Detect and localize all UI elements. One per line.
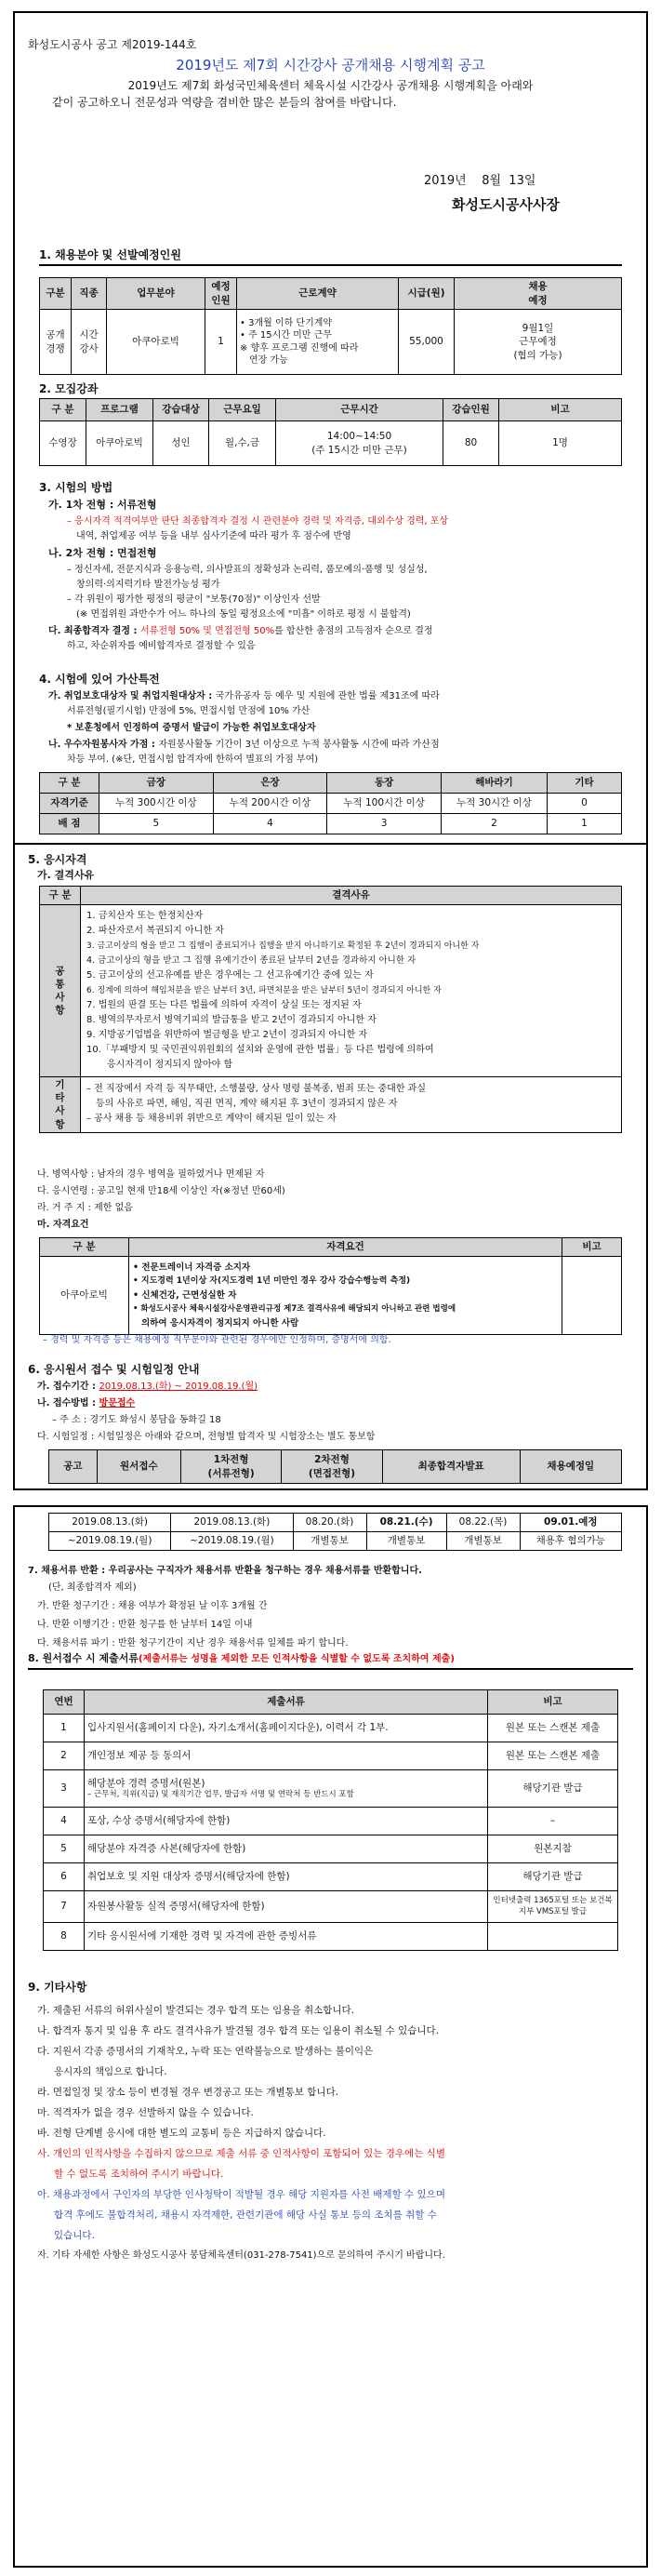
th: 채용예정일	[520, 1450, 621, 1484]
doc-line: 해당분야 경력 증명서(원본)	[87, 1777, 205, 1789]
section-5-title: 5. 응시자격	[28, 853, 87, 866]
s9-item: 응시자의 책임으로 합니다.	[54, 2066, 167, 2077]
td: 원본 또는 스캔본 제출	[488, 1715, 618, 1742]
s3-text: 다. 최종합격자 결정 :	[48, 626, 141, 636]
section-4-title: 4. 시험에 있어 가산특전	[39, 673, 160, 686]
th: 비고	[562, 1238, 622, 1257]
s6-text: 나. 접수방법 :	[37, 1398, 99, 1408]
start-cell	[455, 310, 622, 375]
disq-item: 8. 병역의무자로서 병역기피의 발급통을 받고 2년이 경과되지 아니한 자	[86, 1015, 377, 1025]
td: 2	[441, 814, 547, 834]
th: 예정 인원	[205, 278, 237, 310]
s4-text: 국가유공자 등 예우 및 지원에 관한 법률 제31조에 따라	[215, 691, 440, 701]
s4-line: 서류전형(필기시험) 만점에 5%, 면접시험 만점에 10% 가산	[67, 706, 311, 716]
th: 자격요건	[129, 1238, 562, 1257]
s4-line: * 보훈청에서 인정하여 증명서 발급이 가능한 취업보호대상자	[67, 723, 316, 733]
s5-note: – 경력 및 자격증 등은 채용예정 직무분야와 관련된 경우에만 인정하며, 증명서에 의함.	[43, 1335, 391, 1345]
td: 자격기준	[40, 794, 99, 814]
td: 기타 응시원서에 기재한 경력 및 자격에 관한 증빙서류	[85, 1923, 488, 1951]
td: 포상, 수상 증명서(해당자에 한함)	[85, 1808, 488, 1835]
td: 누적 200시간 이상	[213, 794, 327, 814]
s6-text: 방문접수	[99, 1398, 136, 1408]
td: 해당분야 자격증 사본(해당자에 한함)	[85, 1835, 488, 1863]
disq-item: 응시자격이 정지되지 않아야 함	[107, 1060, 233, 1070]
td: 자원봉사활동 실적 증명서(해당자에 한함)	[85, 1891, 488, 1923]
s9-item: 마. 적격자가 없을 경우 선발하지 않을 수 있습니다.	[37, 2107, 254, 2118]
td: 80	[443, 421, 499, 466]
s3-line: – 정신자세, 전문지식과 응용능력, 의사발표의 정확성과 논리력, 품모예의·품행 및 성실성,	[67, 565, 428, 575]
td: 08.21.(수)	[366, 1514, 446, 1532]
disq-item: 6. 징계에 의하여 해임처분을 받은 날부터 3년, 파면처분을 받은 날부터 5년이 경과되지 아니한 자	[86, 986, 442, 995]
s4-text: 나. 우수자원봉사자 가점 :	[48, 740, 159, 750]
s9-list	[37, 2000, 633, 2266]
req-item: 의하여 응시자격이 정지되지 아니한 사람	[141, 1318, 299, 1328]
s9-item: 합격 후에도 불합격처리, 채용시 자격제한, 관련기관에 해당 사실 통보 등의 조치를 취할 수	[54, 2209, 437, 2221]
disq-list	[81, 905, 622, 1077]
td: 채용후 협의가능	[520, 1532, 621, 1551]
disqualification-table	[39, 886, 622, 1133]
s3-text: – 응시자격 적격여부만 판단 최종합격자 결정 시 관련분야 경력 및 자격증, 대외수상 경력, 포상	[67, 516, 449, 527]
td: 3	[44, 1770, 85, 1808]
disq-item: 1. 금치산자 또는 한정치산자	[86, 911, 204, 921]
s9-item: 바. 전형 단계별 응시에 대한 별도의 교통비 등은 지급하지 않습니다.	[37, 2128, 326, 2139]
th: 프로그램	[86, 399, 153, 421]
s8-text: 8. 원서접수 시 제출서류	[28, 1652, 139, 1664]
td: 08.22.(목)	[446, 1514, 520, 1532]
s3-line: 내역, 취업제공 여부 등을 내부 심사기준에 따라 평가 후 점수에 반영	[76, 531, 351, 541]
td: 아쿠아로빅	[107, 310, 205, 375]
s3-line: (※ 면접위원 과반수가 어느 하나의 동일 평정요소에 "미흡" 이하로 평정 시 불합격)	[76, 609, 411, 620]
td: 개별통보	[293, 1532, 366, 1551]
s3-line: 하고, 차순위자를 예비합격자로 결정할 수 있음	[67, 641, 256, 651]
start-line: 9월1일	[522, 323, 554, 335]
td: 월,수,금	[209, 421, 276, 466]
th: 업무분야	[107, 278, 205, 310]
req-item: • 전문트레이너 자격증 소지자	[133, 1262, 251, 1273]
th: 비고	[499, 399, 622, 421]
th: 구 분	[40, 399, 86, 421]
s9-item: 아. 채용과정에서 구인자의 부당한 인사청탁이 적발될 경우 해당 지원자를 사전 배제할 수 있으며	[37, 2189, 445, 2200]
disq-item: 7. 법원의 판결 또는 다른 법률에 의하여 자격이 상실 또는 정지된 자	[86, 1000, 362, 1010]
th: 구 분	[40, 887, 81, 905]
s3-line: 가. 1차 전형 : 서류전형	[48, 499, 157, 511]
time: 14:00~14:50	[326, 431, 392, 443]
section-9-title: 9. 기타사항	[28, 1981, 87, 1994]
s4-text: 자원봉사활동 기간이 3년 이상으로 누적 봉사활동 시간에 따라 가산점	[158, 740, 440, 750]
requirements-table	[39, 1237, 622, 1335]
td: 인터넷출력 1365포털 또는 보건복지부 VMS포털 발급	[488, 1891, 618, 1923]
s3-line: 창의력·의지력기타 발전가능성 평가	[76, 580, 220, 590]
s6-text: 가. 접수기간 :	[37, 1381, 99, 1392]
s9-item: 할 수 없도록 조치하여 주시기 바랍니다.	[54, 2169, 224, 2180]
td: 0	[548, 794, 622, 814]
time-note: (주 15시간 미만 근무)	[311, 444, 407, 456]
td: 공개 경쟁	[40, 310, 72, 375]
s5-c: 다. 응시연령 : 공고일 현재 만18세 이상인 자(※정년 만60세)	[37, 1186, 285, 1196]
contract-cell	[237, 310, 399, 375]
td: ~2019.08.19.(월)	[49, 1532, 171, 1551]
s4-line: 차등 부여. (※단, 면접시험 합격자에 한하여 별표의 가점 부여)	[67, 754, 319, 765]
td: 기 타 사 항	[40, 1077, 81, 1133]
etc-list	[81, 1077, 622, 1133]
th: 근로계약	[237, 278, 399, 310]
td	[562, 1257, 622, 1335]
s9-item: 사. 개인의 인적사항을 수집하지 않으므로 제출 서류 중 인적사항이 포함되어 있는 경우에는 식별	[37, 2148, 445, 2159]
s6-c: 다. 시험일정 : 시험일정은 아래와 같으며, 전형별 합격자 및 시험장소는 별도 통보함	[37, 1432, 376, 1442]
td: 아쿠아로빅	[86, 421, 153, 466]
disq-item: 2. 파산자로서 복권되지 아니한 자	[86, 926, 224, 936]
date: 2019년 8월 13일	[424, 174, 536, 188]
s5-b: 나. 병역사항 : 남자의 경우 병역을 필하였거나 면제된 자	[37, 1169, 265, 1180]
td: 08.20.(화)	[293, 1514, 366, 1532]
section-1-title: 1. 채용분야 및 선발예정인원	[39, 247, 622, 266]
th: 채용 예정	[455, 278, 622, 310]
s6-text: 2019.08.13.(화) ~ 2019.08.19.(월)	[99, 1381, 258, 1392]
contract-line: • 주 15시간 미만 근무	[240, 330, 332, 340]
s4-line	[48, 739, 440, 752]
s9-item: 가. 제출된 서류의 허위사실이 발견되는 경우 합격 또는 임용을 취소합니다.	[37, 2005, 355, 2016]
td: 4	[44, 1808, 85, 1835]
th: 구분	[40, 278, 72, 310]
td: 개별통보	[446, 1532, 520, 1551]
s7-l3: 가. 반환 청구기간 : 채용 여부가 확정된 날 이후 3개월 간	[37, 1601, 268, 1611]
doc-line: – 근무처, 직위(직급) 및 재직기간 업무, 발급자 서명 및 연락처 등 반드시 포함	[87, 1789, 354, 1799]
td: 개별통보	[366, 1532, 446, 1551]
s7-l1	[28, 1565, 422, 1578]
td: 2019.08.13.(화)	[49, 1514, 171, 1532]
start-line: (협의 가능)	[513, 349, 562, 361]
td: 1	[44, 1715, 85, 1742]
td: 시간 강사	[72, 310, 107, 375]
s7-text: 7. 채용서류 반환 : 우리공사는 구직자가 채용서류 반환을 청구하는 경우 채용서류를 반환합니다.	[28, 1566, 422, 1576]
th: 강습대상	[153, 399, 209, 421]
th: 원서접수	[97, 1450, 180, 1484]
td: ~2019.08.19.(월)	[171, 1532, 293, 1551]
th: 비고	[488, 1690, 618, 1715]
doc-cell	[85, 1770, 488, 1808]
th: 금장	[99, 773, 214, 794]
th: 제출서류	[85, 1690, 488, 1715]
section-3-title: 3. 시험의 방법	[39, 481, 113, 494]
th: 해바라기	[441, 773, 547, 794]
td: 누적 100시간 이상	[327, 794, 442, 814]
td: 2	[44, 1742, 85, 1770]
th: 시급(원)	[399, 278, 455, 310]
td	[488, 1923, 618, 1951]
s3-line: 나. 2차 전형 : 면접전형	[48, 547, 157, 559]
s3-text: 서류전형 50% 및 면접전형 50%	[140, 626, 275, 636]
td: 입사지원서(홈페이지 다운), 자기소개서(홈페이지다운), 이력서 각 1부.	[85, 1715, 488, 1742]
s9-item: 자. 기타 자세한 사항은 화성도시공사 봉담체육센터(031-278-7541)으로 문의하여 주시기 바랍니다.	[37, 2250, 445, 2261]
th: 은장	[213, 773, 327, 794]
td: 해당기관 발급	[488, 1770, 618, 1808]
s9-item: 라. 면접일정 및 장소 등이 변경될 경우 변경공고 또는 개별통보 합니다.	[37, 2087, 339, 2098]
etc-item: – 전 직장에서 자격 등 직무태만, 소행불량, 상사 명령 불복종, 범죄 또는 중대한 과실	[86, 1084, 426, 1095]
th: 연번	[44, 1690, 85, 1715]
td: 해당기관 발급	[488, 1863, 618, 1891]
req-item: • 화성도시공사 체육시설강사운영관리규정 제7조 결격사유에 해당되지 아니하고 관련 법령에	[133, 1304, 456, 1314]
req-item: • 지도경력 1년이상 자(지도경력 1년 미만인 경우 강사 강습수행능력 측정)	[133, 1276, 411, 1286]
documents-table	[43, 1689, 618, 1951]
td: 성인	[153, 421, 209, 466]
etc-item: 등의 사유로 파면, 해임, 직권 면직, 계약 해지된 후 3년이 경과되지 않은 자	[96, 1099, 398, 1110]
th: 직종	[72, 278, 107, 310]
disq-item: 3. 금고이상의 형을 받고 그 집행이 종료되거나 집행을 받지 아니하기로 확정된 후 2년이 경과되지 아니한 자	[86, 941, 480, 951]
schedule-table	[48, 1513, 622, 1551]
th: 강습인원	[443, 399, 499, 421]
th: 근무시간	[276, 399, 443, 421]
s6-b	[37, 1397, 135, 1410]
td: 아쿠아로빅	[40, 1257, 129, 1335]
td: 누적 300시간 이상	[99, 794, 214, 814]
td: 공 통 사 항	[40, 905, 81, 1077]
td: 5	[99, 814, 214, 834]
th: 기타	[548, 773, 622, 794]
td: 1명	[499, 421, 622, 466]
s6-a	[37, 1381, 258, 1394]
disq-item: 4. 금고이상의 형을 받고 그 집행 유예기간이 종료된 날부터 2년을 경과하지 아니한 자	[86, 955, 416, 966]
th: 공고	[49, 1450, 98, 1484]
s3-line	[67, 515, 448, 528]
td: 개인정보 제공 등 동의서	[85, 1742, 488, 1770]
s4-line	[48, 690, 440, 703]
contract-line: 연장 가능	[249, 355, 288, 366]
s9-item: 있습니다.	[54, 2230, 95, 2241]
s7-l4: 나. 반환 이행기간 : 반환 청구를 한 날부터 14일 이내	[37, 1620, 253, 1630]
th: 1차전형 (서류전형)	[180, 1450, 281, 1484]
td: 원본 또는 스캔본 제출	[488, 1742, 618, 1770]
td: 누적 30시간 이상	[441, 794, 547, 814]
etc-item: – 공사 채용 등 채용비위 위반으로 계약이 해지된 일이 있는 자	[86, 1114, 337, 1125]
page-gap	[13, 1490, 648, 1505]
td: 09.01.예정	[520, 1514, 621, 1532]
td: 7	[44, 1891, 85, 1923]
td: 수영장	[40, 421, 86, 466]
s8-text: (제출서류는 성명을 제외한 모든 인적사항을 식별할 수 없도록 조치하여 제출)	[138, 1654, 455, 1664]
intro-line-2: 같이 공고하오니 전문성과 역량을 겸비한 많은 분들의 참여를 바랍니다.	[52, 96, 397, 109]
section-2-title: 2. 모집강좌	[39, 381, 622, 400]
s5-e: 마. 자격요건	[37, 1220, 89, 1230]
td: 원본지참	[488, 1835, 618, 1863]
notice-page-1b	[13, 843, 648, 1490]
time-cell	[276, 421, 443, 466]
td: 1	[205, 310, 237, 375]
td: 3	[327, 814, 442, 834]
s5-a: 가. 결격사유	[37, 869, 95, 881]
s7-l2: (단, 최종합격자 제외)	[48, 1582, 137, 1593]
contract-line: • 3개월 이하 단기계약	[240, 317, 333, 328]
bonus-table	[39, 772, 622, 834]
disq-item: 9. 지방공기업법을 위반하여 벌금형을 받고 2년이 경과되지 아니한 자	[86, 1030, 368, 1040]
s7-l5: 다. 채용서류 파기 : 반환 청구기간이 지난 경우 채용서류 일체를 파기 합니다.	[37, 1638, 349, 1648]
section-6-title: 6. 응시원서 접수 및 시험일정 안내	[28, 1363, 200, 1376]
start-line: 근무예정	[519, 336, 557, 348]
contract-line: ※ 향후 프로그램 진행에 따라	[240, 342, 359, 354]
s4-text: 가. 취업보호대상자 및 취업지원대상자 :	[48, 691, 216, 701]
course-table	[39, 398, 622, 466]
th: 결격사유	[81, 887, 622, 905]
schedule-table-header	[48, 1449, 622, 1484]
th: 근무요일	[209, 399, 276, 421]
td: 취업보호 및 지원 대상자 증명서(해당자에 한함)	[85, 1863, 488, 1891]
disq-item: 5. 금고이상의 선고유예를 받은 경우에는 그 선고유예기간 중에 있는 자	[86, 970, 374, 981]
th: 2차전형 (면접전형)	[282, 1450, 382, 1484]
s5-d: 라. 거 주 지 : 제한 없음	[37, 1203, 133, 1213]
s3-line	[48, 625, 433, 638]
s9-item: 나. 합격자 통지 및 임용 후 라도 결격사유가 발견될 경우 합격 또는 임용이 취소될 수 있습니다.	[37, 2025, 440, 2036]
td: 배 점	[40, 814, 99, 834]
td: 4	[213, 814, 327, 834]
s9-item: 다. 지원서 각종 증명서의 기재착오, 누락 또는 연락불능으로 발생하는 불이익은	[37, 2046, 374, 2057]
s3-line: – 각 위원이 평가한 평정의 평균이 "보통(70점)" 이상인자 선발	[67, 594, 321, 605]
disq-item: 10.「부패방지 및 국민권익위원회의 설치와 운영에 관한 법률」등 다른 법령에 의하여	[86, 1045, 434, 1055]
section-8-title	[28, 1652, 633, 1670]
td: –	[488, 1808, 618, 1835]
req-list	[129, 1257, 562, 1335]
recruitment-table	[39, 277, 622, 375]
s6-b3: – 주 소 : 경기도 화성시 봉담읍 동화길 18	[52, 1415, 221, 1425]
td: 1	[548, 814, 622, 834]
td: 5	[44, 1835, 85, 1863]
td: 8	[44, 1923, 85, 1951]
issuer: 화성도시공사사장	[452, 196, 560, 213]
notice-number: 화성도시공사 공고 제2019-144호	[28, 38, 197, 51]
notice-title: 2019년도 제7회 시간강사 공개채용 시행계획 공고	[176, 57, 485, 73]
req-item: • 신체건강, 근면성실한 자	[133, 1290, 237, 1301]
th: 구 분	[40, 1238, 129, 1257]
td: 6	[44, 1863, 85, 1891]
s3-text: 를 합산한 총점의 고득점자 순으로 결정	[274, 626, 433, 636]
td: 2019.08.13.(화)	[171, 1514, 293, 1532]
td: 55,000	[399, 310, 455, 375]
th: 동장	[327, 773, 442, 794]
intro-line-1: 2019년도 제7회 화성국민체육센터 체육시설 시간강사 공개채용 시행계획을 아래와	[127, 79, 534, 92]
th: 구 분	[40, 773, 99, 794]
th: 최종합격자발표	[382, 1450, 520, 1484]
notice-page-2	[13, 1505, 648, 2568]
